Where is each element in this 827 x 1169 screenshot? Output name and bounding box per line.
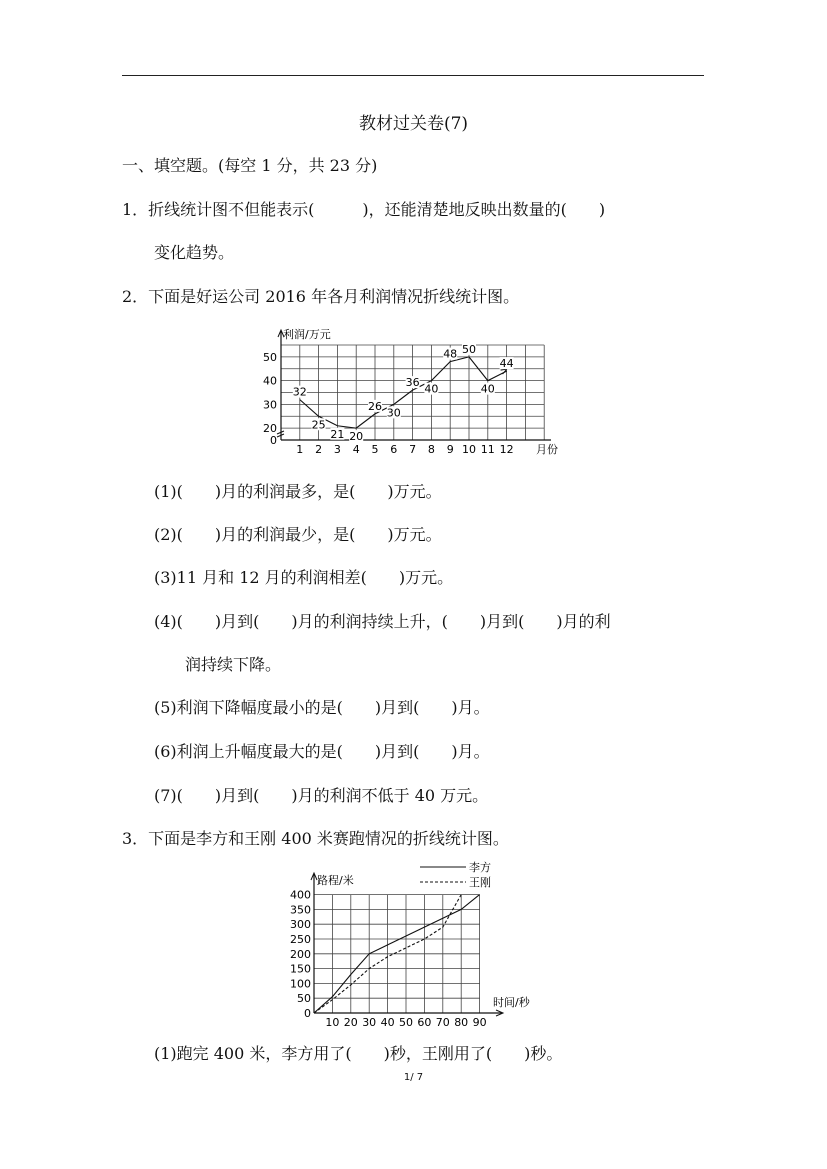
data-label: 21 xyxy=(330,427,345,441)
question-3-text: 3．下面是李方和王刚 400 米赛跑情况的折线统计图。 xyxy=(122,829,509,848)
y-tick-label: 200 xyxy=(290,947,311,961)
question-2-item-3: (3)11 月和 12 月的利润相差( )万元。 xyxy=(154,568,454,587)
x-tick-label: 10 xyxy=(462,443,476,456)
y-tick-label: 100 xyxy=(290,977,311,991)
x-tick-label: 3 xyxy=(333,443,341,456)
y-tick-label: 0 xyxy=(270,434,277,447)
y-tick-label: 150 xyxy=(290,962,311,976)
x-tick-label: 9 xyxy=(446,443,454,456)
question-2-item-2: (2)( )月的利润最少，是( )万元。 xyxy=(154,525,442,544)
x-tick-label: 10 xyxy=(325,1016,340,1029)
data-label: 48 xyxy=(443,347,458,361)
x-tick-label: 90 xyxy=(472,1016,487,1029)
y-axis-label: 路程/米 xyxy=(317,874,354,887)
y-axis-label: 利润/万元 xyxy=(283,328,331,341)
race-line-chart xyxy=(280,860,540,1030)
y-tick-label: 50 xyxy=(297,992,311,1006)
top-rule xyxy=(122,75,704,76)
x-tick-label: 20 xyxy=(343,1016,358,1029)
y-tick-label: 30 xyxy=(263,398,277,412)
y-tick-label: 0 xyxy=(304,1007,311,1020)
section-heading: 一、填空题。(每空 1 分，共 23 分) xyxy=(122,156,378,175)
x-tick-label: 5 xyxy=(371,443,379,456)
x-axis-label: 时间/秒 xyxy=(493,996,530,1009)
question-2-item-7: (7)( )月到( )月的利润不低于 40 万元。 xyxy=(154,786,489,805)
data-label: 20 xyxy=(349,430,364,444)
question-2-text: 2．下面是好运公司 2016 年各月利润情况折线统计图。 xyxy=(122,287,520,306)
question-2-item-4: (4)( )月到( )月的利润持续上升，( )月到( )月的利 xyxy=(154,612,611,631)
data-label: 40 xyxy=(424,382,439,396)
x-tick-label: 1 xyxy=(296,443,304,456)
question-2-item-5: (5)利润下降幅度最小的是( )月到( )月。 xyxy=(154,698,490,717)
x-tick-label: 4 xyxy=(352,443,360,456)
x-tick-label: 6 xyxy=(390,443,398,456)
data-label: 25 xyxy=(311,418,326,432)
y-tick-label: 20 xyxy=(263,422,277,436)
data-label: 26 xyxy=(368,399,382,413)
y-tick-label: 250 xyxy=(290,933,311,946)
data-label: 32 xyxy=(292,385,307,399)
page-number: 1/ 7 xyxy=(403,1072,424,1083)
question-1-line-1: 1．折线统计图不但能表示( )，还能清楚地反映出数量的( ) xyxy=(122,200,606,219)
y-tick-label: 350 xyxy=(290,903,311,917)
question-1-line-2: 变化趋势。 xyxy=(154,243,235,262)
x-tick-label: 7 xyxy=(409,443,417,456)
x-tick-label: 70 xyxy=(435,1016,450,1029)
x-tick-label: 30 xyxy=(362,1016,377,1029)
legend-label: 王刚 xyxy=(469,876,491,889)
x-tick-label: 60 xyxy=(417,1016,432,1029)
y-tick-label: 40 xyxy=(263,374,277,388)
question-2-item-4-cont: 润持续下降。 xyxy=(185,655,282,674)
legend-label: 李方 xyxy=(469,861,491,874)
x-tick-label: 80 xyxy=(454,1016,469,1029)
x-axis-label: 月份 xyxy=(536,443,558,456)
x-tick-label: 12 xyxy=(499,443,514,456)
data-label: 40 xyxy=(480,382,495,396)
x-tick-label: 50 xyxy=(399,1016,413,1029)
y-tick-label: 50 xyxy=(263,350,277,364)
question-2-item-1: (1)( )月的利润最多，是( )万元。 xyxy=(154,482,442,501)
data-label: 50 xyxy=(462,342,476,356)
question-2-item-6: (6)利润上升幅度最大的是( )月到( )月。 xyxy=(154,742,490,761)
y-tick-label: 400 xyxy=(290,888,311,902)
question-3-item-1: (1)跑完 400 米，李方用了( )秒，王刚用了( )秒。 xyxy=(154,1044,563,1063)
x-tick-label: 2 xyxy=(315,443,323,456)
page-title: 教材过关卷(7) xyxy=(358,114,469,134)
x-tick-label: 8 xyxy=(427,443,435,456)
x-tick-label: 11 xyxy=(480,443,495,456)
profit-line-chart xyxy=(255,326,575,460)
data-label: 30 xyxy=(386,406,401,420)
data-label: 44 xyxy=(499,357,514,371)
x-tick-label: 40 xyxy=(380,1016,395,1029)
data-label: 36 xyxy=(405,376,420,390)
y-tick-label: 300 xyxy=(290,918,311,932)
